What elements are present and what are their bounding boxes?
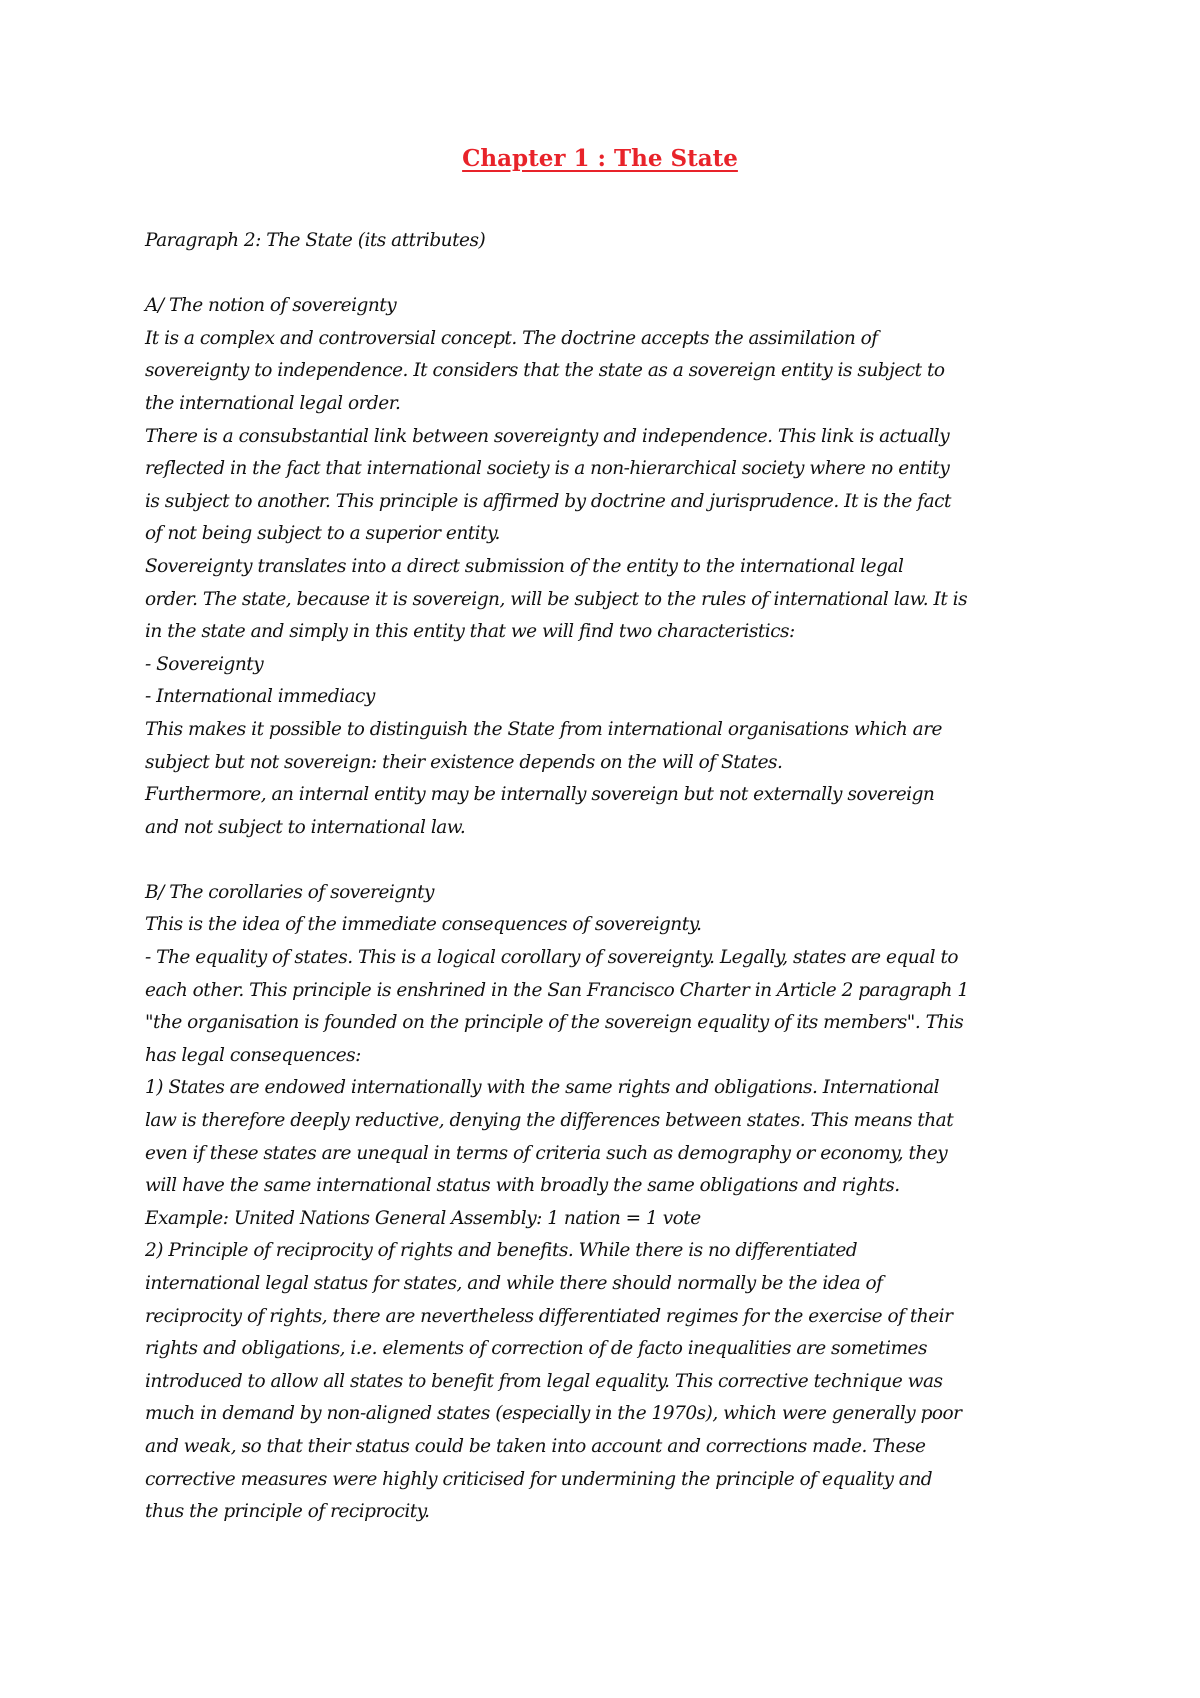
text-line: law is therefore deeply reductive, denying the differences between states. This means that (145, 1110, 954, 1132)
text-line: 1) States are endowed internationally with the same rights and obligations. International (145, 1077, 940, 1099)
text-line: the international legal order. (145, 392, 401, 414)
text-line: of not being subject to a superior entity. (145, 523, 500, 545)
text-line: order. The state, because it is sovereign, will be subject to the rules of international law. It is (145, 588, 968, 610)
text-line: even if these states are unequal in terms of criteria such as demography or economy, they (145, 1142, 948, 1164)
text-line: thus the principle of reciprocity. (145, 1501, 430, 1523)
text-line: and weak, so that their status could be taken into account and corrections made. These (145, 1435, 926, 1457)
text-line: sovereignty to independence. It considers that the state as a sovereign entity is subject to (145, 360, 945, 382)
document-body (145, 225, 1075, 1529)
section-a-heading: A/ The notion of sovereignty (145, 295, 397, 317)
text-line: is subject to another. This principle is affirmed by doctrine and jurisprudence. It is the fact (145, 490, 951, 512)
text-line: Furthermore, an internal entity may be internally sovereign but not externally sovereign (145, 784, 935, 806)
text-line: rights and obligations, i.e. elements of correction of de facto inequalities are sometimes (145, 1338, 927, 1360)
blank-line (145, 258, 1075, 291)
text-line: each other. This principle is enshrined in the San Francisco Charter in Article 2 paragraph 1 (145, 979, 969, 1001)
text-line: introduced to allow all states to benefit from legal equality. This corrective technique was (145, 1370, 943, 1392)
text-line: reflected in the fact that international society is a non-hierarchical society where no entity (145, 458, 950, 480)
text-line: 2) Principle of reciprocity of rights and benefits. While there is no differentiated (145, 1240, 858, 1262)
text-line: Example: United Nations General Assembly: 1 nation = 1 vote (145, 1207, 701, 1229)
paragraph-heading: Paragraph 2: The State (its attributes) (145, 230, 486, 251)
text-line: - The equality of states. This is a logical corollary of sovereignty. Legally, states are equal to (145, 947, 959, 969)
text-line: in the state and simply in this entity that we will find two characteristics: (145, 621, 795, 643)
text-line: subject but not sovereign: their existence depends on the will of States. (145, 751, 783, 773)
text-line: There is a consubstantial link between sovereignty and independence. This link is actually (145, 425, 950, 447)
text-line: and not subject to international law. (145, 816, 466, 838)
text-line: This is the idea of the immediate consequences of sovereignty. (145, 914, 702, 936)
text-line: has legal consequences: (145, 1044, 361, 1066)
text-line: corrective measures were highly criticised for undermining the principle of equality and (145, 1468, 933, 1490)
section-b-heading: B/ The corollaries of sovereignty (145, 881, 434, 903)
text-line: It is a complex and controversial concept. The doctrine accepts the assimilation of (145, 327, 878, 349)
section-b-body (145, 909, 1075, 1528)
text-line: much in demand by non-aligned states (especially in the 1970s), which were generally poor (145, 1403, 962, 1425)
text-line: This makes it possible to distinguish the State from international organisations which are (145, 718, 942, 740)
chapter-title: Chapter 1 : The State (462, 145, 738, 172)
section-a-body (145, 323, 1075, 845)
text-line: will have the same international status with broadly the same obligations and rights. (145, 1175, 900, 1197)
text-line: international legal status for states, and while there should normally be the idea of (145, 1273, 883, 1294)
list-item: - International immediacy (145, 686, 375, 708)
list-item: - Sovereignty (145, 653, 264, 675)
text-line: reciprocity of rights, there are nevertheless differentiated regimes for the exercise of their (145, 1305, 953, 1327)
text-line: "the organisation is founded on the principle of the sovereign equality of its members". This (145, 1012, 964, 1034)
blank-line (145, 844, 1075, 877)
text-line: Sovereignty translates into a direct submission of the entity to the international legal (145, 555, 904, 577)
